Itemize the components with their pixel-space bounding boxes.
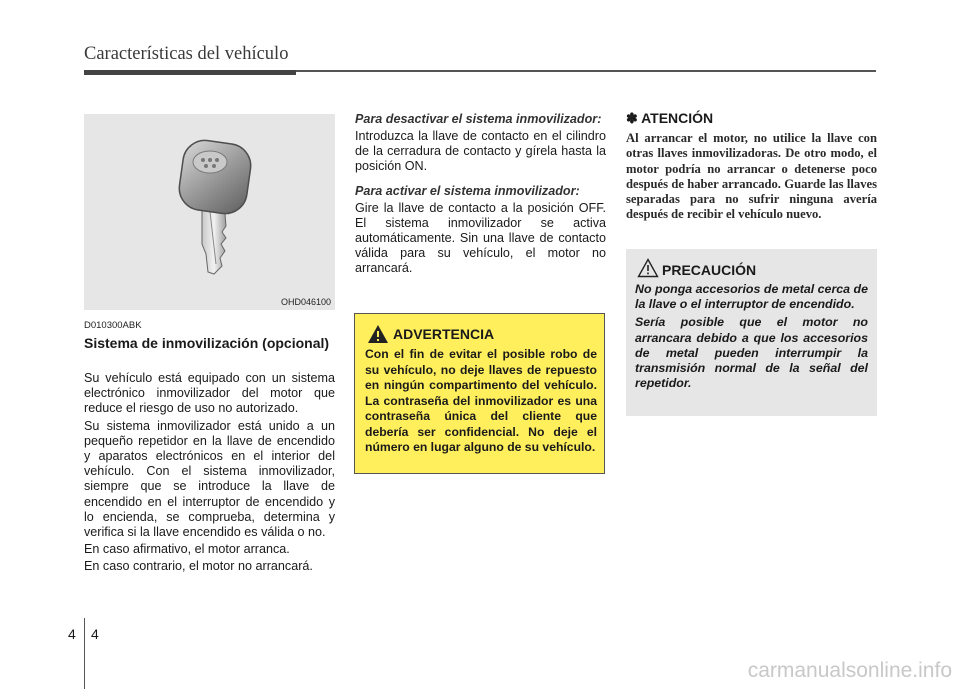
caution-icon bbox=[637, 258, 659, 278]
header-accent-bar bbox=[84, 70, 296, 75]
warning-box bbox=[354, 313, 605, 474]
paragraph: Su sistema inmovilizador está unido a un pequeño repetidor en la llave de encendido y aparatos electrónicos en el interior del vehículo. Con el sistema inmovilizador, siempre que se introduce la llave de encendido en el interruptor de encendido y lo encienda, se comprueba, determina y verifica si la llave encendido es válida o no. bbox=[84, 418, 335, 540]
page-header-title: Características del vehículo bbox=[84, 44, 289, 64]
deactivate-heading: Para desactivar el sistema inmovilizador: bbox=[355, 112, 602, 126]
caution-box bbox=[626, 249, 877, 416]
warning-icon bbox=[367, 324, 389, 344]
paragraph: En caso contrario, el motor no arrancará. bbox=[84, 559, 313, 574]
figure-code: OHD046100 bbox=[280, 297, 331, 307]
key-figure bbox=[84, 114, 335, 310]
page-number: 4 bbox=[91, 626, 99, 642]
key-illustration bbox=[84, 114, 335, 310]
caution-title: PRECAUCIÓN bbox=[662, 262, 757, 278]
footer-divider bbox=[84, 618, 85, 689]
reference-code: D010300ABK bbox=[84, 320, 142, 331]
paragraph: Su vehículo está equipado con un sistema electrónico inmovilizador del motor que reduce el riesgo de uso no autorizado. bbox=[84, 371, 335, 416]
watermark: carmanualsonline.info bbox=[747, 659, 952, 682]
section-body bbox=[84, 371, 335, 577]
deactivate-text: Introduzca la llave de contacto en el cilindro de la cerradura de contacto y gírela hasta la posición ON. bbox=[355, 129, 606, 174]
attention-section bbox=[626, 110, 877, 223]
attention-title: ✽ ATENCIÓN bbox=[626, 110, 714, 126]
page-section-number: 4 bbox=[68, 626, 76, 642]
paragraph: En caso afirmativo, el motor arranca. bbox=[84, 542, 290, 557]
section-title: Sistema de inmovilización (opcional) bbox=[84, 335, 330, 351]
activate-text: Gire la llave de contacto a la posición OFF. El sistema inmovilizador se activa automáticamente. Sin una llave de contacto válida para su vehículo, el motor no arrancará. bbox=[355, 200, 606, 276]
caution-item: No ponga accesorios de metal cerca de la llave o el interruptor de encendido. bbox=[635, 282, 868, 312]
caution-text bbox=[635, 282, 868, 394]
warning-text: Con el fin de evitar el posible robo de su vehículo, no deje llaves de repuesto en ningún compartimento del vehículo. La contraseña del inmovilizador es una contraseña única del cliente que debería ser confidencial. No deje el número en lugar alguno de su vehículo. bbox=[365, 347, 597, 454]
caution-item: Sería posible que el motor no arrancara debido a que los accesorios de metal pueden interrumpir la transmisión normal de la señal del repetidor. bbox=[635, 315, 868, 391]
warning-title: ADVERTENCIA bbox=[393, 326, 495, 342]
activate-heading: Para activar el sistema inmovilizador: bbox=[355, 183, 580, 198]
immobilizer-instructions bbox=[355, 112, 606, 286]
attention-text: Al arrancar el motor, no utilice la llave con otras llaves inmovilizadoras. De otro modo, el motor podría no arrancar o detenerse poco después de haber arrancado. Guarde las llaves separadas para no sufrir ninguna avería después de recibir el vehículo nuevo. bbox=[626, 131, 877, 222]
